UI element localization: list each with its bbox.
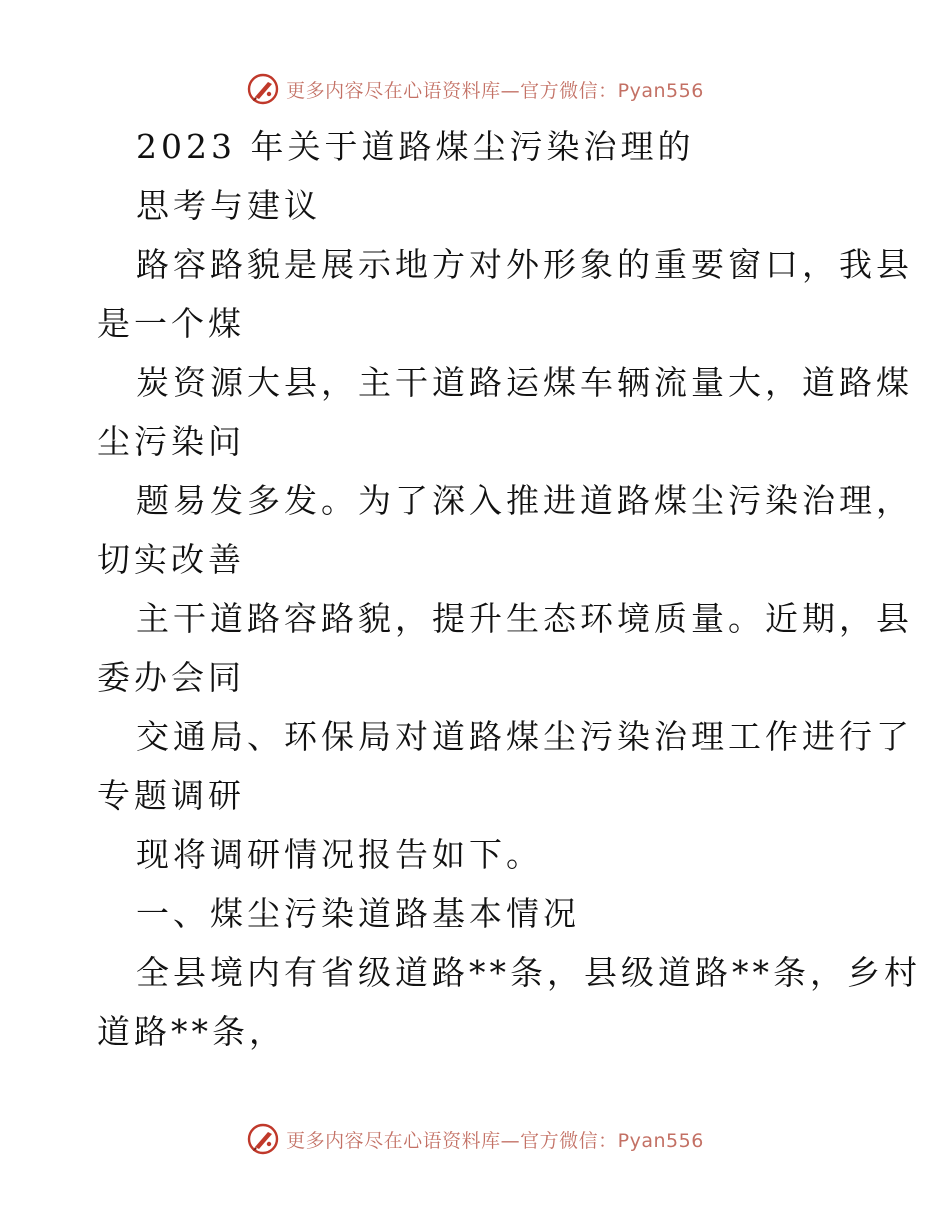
paragraph-line: 全县境内有省级道路**条，县级道路**条，乡村 [136,953,921,992]
paragraph-line: 主干道路容路貌，提升生态环境质量。近期，县 [136,599,913,638]
paragraph-line: 切实改善 [97,540,245,579]
paragraph-line: 道路**条， [97,1012,286,1051]
doc-title-line-2: 思考与建议 [136,186,321,225]
paragraph-line: 委办会同 [97,658,245,697]
section-heading: 一、煤尘污染道路基本情况 [136,894,580,933]
header-watermark [0,71,950,107]
paragraph-line: 专题调研 [97,776,245,815]
watermark-text: 更多内容尽在心语资料库—官方微信：Pyan556 [286,79,704,102]
paragraph-line: 是一个煤 [97,304,245,343]
paragraph-line: 题易发多发。为了深入推进道路煤尘污染治理， [136,481,913,520]
footer-watermark [0,1121,950,1157]
paragraph-line: 炭资源大县，主干道路运煤车辆流量大，道路煤 [136,363,913,402]
quill-pen-logo-icon [246,72,280,106]
paragraph-line: 尘污染问 [97,422,245,461]
quill-pen-logo-icon [246,1122,280,1156]
paragraph-line: 路容路貌是展示地方对外形象的重要窗口，我县 [136,245,913,284]
watermark-text: 更多内容尽在心语资料库—官方微信：Pyan556 [286,1129,704,1152]
paragraph-line: 交通局、环保局对道路煤尘污染治理工作进行了 [136,717,913,756]
doc-title-line-1: 2023 年关于道路煤尘污染治理的 [136,127,695,166]
paragraph-line: 现将调研情况报告如下。 [136,835,543,874]
